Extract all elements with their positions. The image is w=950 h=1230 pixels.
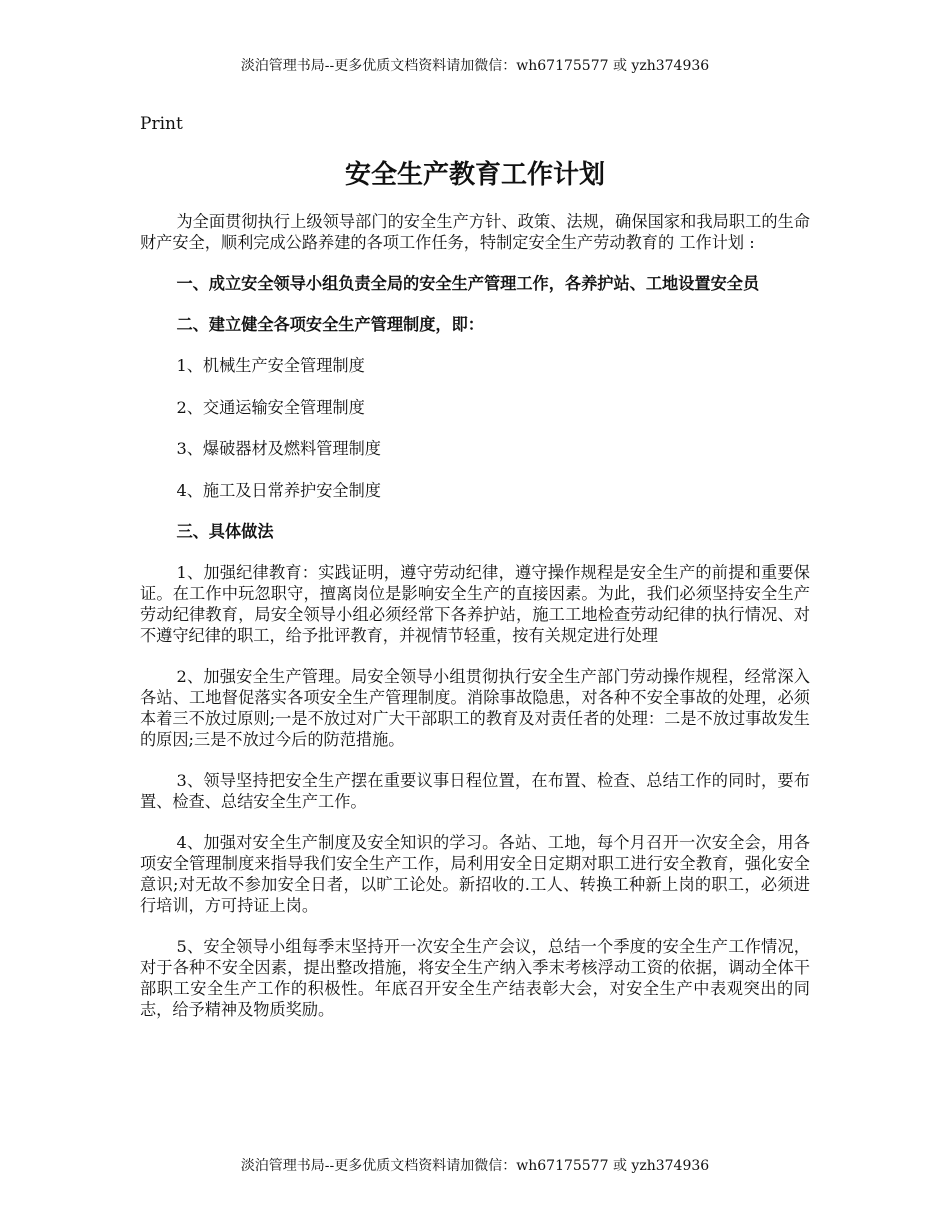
section-heading-3: 三、具体做法 xyxy=(176,522,274,541)
rule-item: 2、交通运输安全管理制度 xyxy=(176,397,365,417)
measure-paragraph: 2、加强安全生产管理。局安全领导小组贯彻执行安全生产部门劳动操作规程，经常深入各站、工地督促落实各项安全生产管理制度。消除事故隐患，对各种不安全事故的处理，必须本着三不放过原则;一是不放过对广大干部职工的教育及对责任者的处理：二是不放过事故发生的原因;三是不放过今后的防范措施。 xyxy=(140,667,810,749)
rule-item: 3、爆破器材及燃料管理制度 xyxy=(176,439,381,458)
measure-paragraph: 3、领导坚持把安全生产摆在重要议事日程位置，在布置、检查、总结工作的同时，要布置、检查、总结安全生产工作。 xyxy=(140,771,810,811)
measure-paragraph: 5、安全领导小组每季末坚持开一次安全生产会议，总结一个季度的安全生产工作情况，对于各种不安全因素，提出整改措施，将安全生产纳入季末考核浮动工资的依据，调动全体干部职工安全生产工作的积极性。年底召开安全生产结表彰大会，对安全生产中表观突出的同志，给予精神及物质奖励。 xyxy=(140,937,810,1019)
print-label: Print xyxy=(140,114,183,134)
measure-paragraph: 1、加强纪律教育：实践证明，遵守劳动纪律，遵守操作规程是安全生产的前提和重要保证。在工作中玩忽职守，擅离岗位是影响安全生产的直接因素。为此，我们必须坚持安全生产劳动纪律教育，局安全领导小组必须经常下各养护站，施工工地检查劳动纪律的执行情况、对不遵守纪律的职工，给予批评教育，并视情节轻重，按有关规定进行处理 xyxy=(140,563,810,645)
intro-paragraph: 为全面贯彻执行上级领导部门的安全生产方针、政策、法规，确保国家和我局职工的生命财产安全，顺利完成公路养建的各项工作任务，特制定安全生产劳动教育的 工作计划 : xyxy=(140,212,810,252)
measure-paragraph: 4、加强对安全生产制度及安全知识的学习。各站、工地，每个月召开一次安全会，用各项安全管理制度来指导我们安全生产工作，局利用安全日定期对职工进行安全教育，强化安全意识;对无故不参加安全日者，以旷工论处。新招收的.工人、转换工种新上岗的职工，必须进行培训，方可持证上岗。 xyxy=(140,833,810,915)
section-heading-1: 一、成立安全领导小组负责全局的安全生产管理工作，各养护站、工地设置安全员 xyxy=(176,274,760,293)
page-header: 淡泊管理书局--更多优质文档资料请加微信：wh67175577 或 yzh374936 xyxy=(240,58,710,74)
page-footer: 淡泊管理书局--更多优质文档资料请加微信：wh67175577 或 yzh374936 xyxy=(240,1158,710,1174)
rule-item: 4、施工及日常养护安全制度 xyxy=(176,480,381,500)
document-title: 安全生产教育工作计划 xyxy=(344,160,605,190)
document-body xyxy=(140,211,810,1040)
section-heading-2: 二、建立健全各项安全生产管理制度，即： xyxy=(176,315,484,334)
rule-item: 1、机械生产安全管理制度 xyxy=(176,356,365,375)
